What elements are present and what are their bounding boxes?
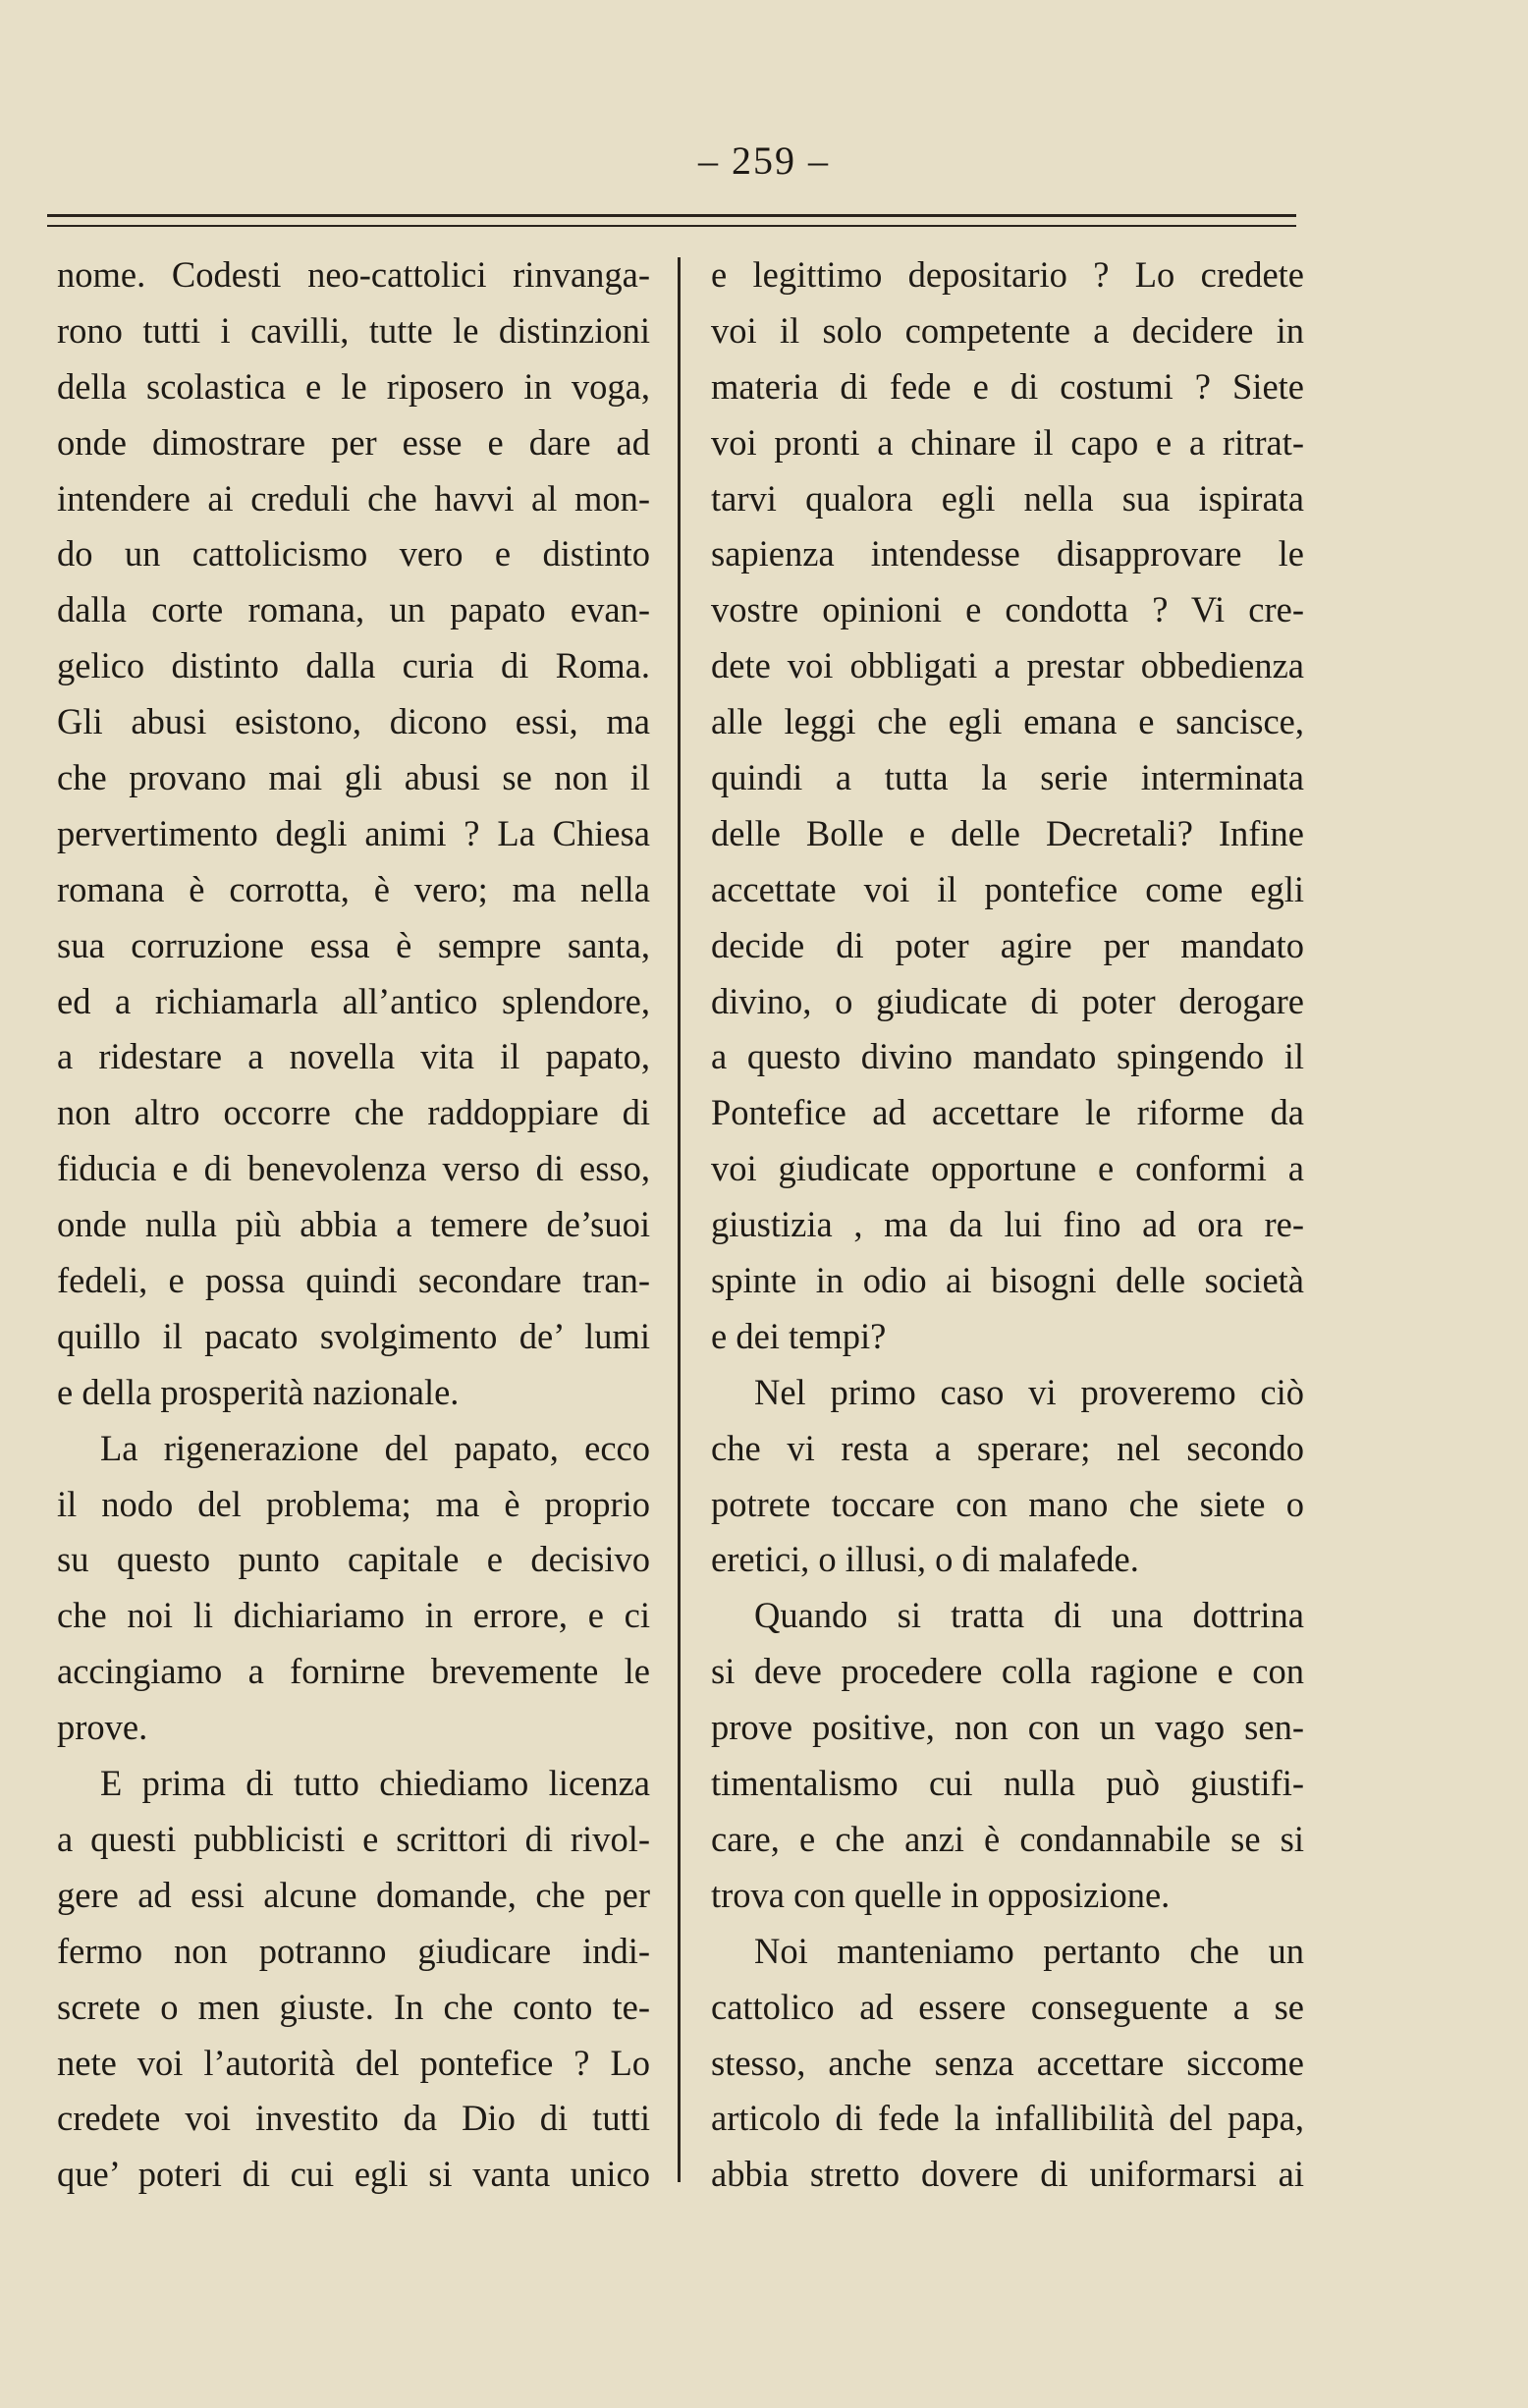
- text-line: gelico distinto dalla curia di Roma.: [57, 645, 650, 686]
- text-line: prove.: [57, 1707, 148, 1748]
- text-line: dete voi obbligati a prestar obbedienza: [711, 645, 1304, 686]
- text-line: e dei tempi?: [711, 1315, 887, 1356]
- text-line: che provano mai gli abusi se non il: [57, 757, 650, 798]
- text-line: potrete toccare con mano che siete o: [711, 1483, 1304, 1524]
- text-line: stesso, anche senza accettare siccome: [711, 2042, 1304, 2083]
- text-line: tarvi qualora egli nella sua ispirata: [711, 477, 1304, 519]
- text-line: a questo divino mandato spingendo il: [711, 1036, 1304, 1077]
- text-line: a ridestare a novella vita il papato,: [57, 1036, 650, 1077]
- text-line: La rigenerazione del papato, ecco: [100, 1427, 650, 1468]
- text-line: voi il solo competente a decidere in: [711, 309, 1304, 351]
- text-line: Quando si tratta di una dottrina: [754, 1595, 1304, 1636]
- text-line: trova con quelle in opposizione.: [711, 1874, 1171, 1915]
- text-line: romana è corrotta, è vero; ma nella: [57, 868, 650, 909]
- text-line: ed a richiamarla all’antico splendore,: [57, 980, 650, 1021]
- text-line: cattolico ad essere conseguente a se: [711, 1986, 1304, 2027]
- text-line: della scolastica e le riposero in voga,: [57, 365, 650, 407]
- text-line: intendere ai creduli che havvi al mon-: [57, 477, 650, 519]
- text-line: e della prosperità nazionale.: [57, 1371, 460, 1412]
- column-divider: [678, 257, 681, 2182]
- text-line: accettate voi il pontefice come egli: [711, 868, 1304, 909]
- text-line: dalla corte romana, un papato evan-: [57, 589, 650, 630]
- text-line: rono tutti i cavilli, tutte le distinzioni: [57, 309, 650, 351]
- text-line: quindi a tutta la serie interminata: [711, 757, 1304, 798]
- text-line: onde nulla più abbia a temere de’suoi: [57, 1204, 650, 1245]
- text-line: articolo di fede la infallibilità del papa,: [711, 2098, 1304, 2139]
- text-line: Nel primo caso vi proveremo ciò: [754, 1371, 1304, 1412]
- text-line: non altro occorre che raddoppiare di: [57, 1092, 650, 1133]
- text-line: pervertimento degli animi ? La Chiesa: [57, 812, 650, 853]
- left-column: [57, 247, 650, 2203]
- text-line: que’ poteri di cui egli si vanta unico: [57, 2154, 650, 2195]
- text-line: nome. Codesti neo-cattolici rinvanga-: [57, 254, 650, 295]
- text-line: divino, o giudicate di poter derogare: [711, 980, 1304, 1021]
- text-line: vostre opinioni e condotta ? Vi cre-: [711, 589, 1304, 630]
- text-line: timentalismo cui nulla può giustifi-: [711, 1763, 1304, 1804]
- text-line: quillo il pacato svolgimento de’ lumi: [57, 1315, 650, 1356]
- text-line: spinte in odio ai bisogni delle società: [711, 1260, 1304, 1301]
- text-line: screte o men giuste. In che conto te-: [57, 1986, 650, 2027]
- text-line: delle Bolle e delle Decretali? Infine: [711, 812, 1304, 853]
- text-line: Gli abusi esistono, dicono essi, ma: [57, 701, 650, 742]
- text-line: sua corruzione essa è sempre santa,: [57, 924, 650, 965]
- text-line: fedeli, e possa quindi secondare tran-: [57, 1260, 650, 1301]
- text-line: E prima di tutto chiediamo licenza: [100, 1763, 650, 1804]
- text-line: il nodo del problema; ma è proprio: [57, 1483, 650, 1524]
- page-number: – 259 –: [698, 138, 830, 183]
- text-line: nete voi l’autorità del pontefice ? Lo: [57, 2042, 650, 2083]
- text-line: care, e che anzi è condannabile se si: [711, 1818, 1304, 1859]
- text-line: giustizia , ma da lui fino ad ora re-: [711, 1204, 1304, 1245]
- text-line: fermo non potranno giudicare indi-: [57, 1930, 650, 1971]
- text-line: abbia stretto dovere di uniformarsi ai: [711, 2154, 1304, 2195]
- text-line: alle leggi che egli emana e sancisce,: [711, 701, 1304, 742]
- right-column: [711, 247, 1304, 2203]
- text-line: decide di poter agire per mandato: [711, 924, 1304, 965]
- text-line: sapienza intendesse disapprovare le: [711, 533, 1304, 575]
- text-line: si deve procedere colla ragione e con: [711, 1651, 1304, 1692]
- text-line: prove positive, non con un vago sen-: [711, 1707, 1304, 1748]
- text-line: Noi manteniamo pertanto che un: [754, 1930, 1304, 1971]
- text-line: su questo punto capitale e decisivo: [57, 1539, 650, 1580]
- text-line: gere ad essi alcune domande, che per: [57, 1874, 650, 1915]
- text-line: voi pronti a chinare il capo e a ritrat-: [711, 421, 1304, 463]
- text-line: voi giudicate opportune e conformi a: [711, 1148, 1304, 1189]
- text-line: materia di fede e di costumi ? Siete: [711, 365, 1304, 407]
- text-line: e legittimo depositario ? Lo credete: [711, 254, 1304, 295]
- text-line: fiducia e di benevolenza verso di esso,: [57, 1148, 650, 1189]
- text-line: eretici, o illusi, o di malafede.: [711, 1539, 1139, 1580]
- text-line: che vi resta a sperare; nel secondo: [711, 1427, 1304, 1468]
- text-line: a questi pubblicisti e scrittori di rivol-: [57, 1818, 650, 1859]
- text-line: accingiamo a fornirne brevemente le: [57, 1651, 650, 1692]
- text-line: che noi li dichiariamo in errore, e ci: [57, 1595, 650, 1636]
- text-line: onde dimostrare per esse e dare ad: [57, 421, 650, 463]
- text-line: credete voi investito da Dio di tutti: [57, 2098, 650, 2139]
- header-rule: [47, 214, 1296, 227]
- text-line: do un cattolicismo vero e distinto: [57, 533, 650, 575]
- text-line: Pontefice ad accettare le riforme da: [711, 1092, 1304, 1133]
